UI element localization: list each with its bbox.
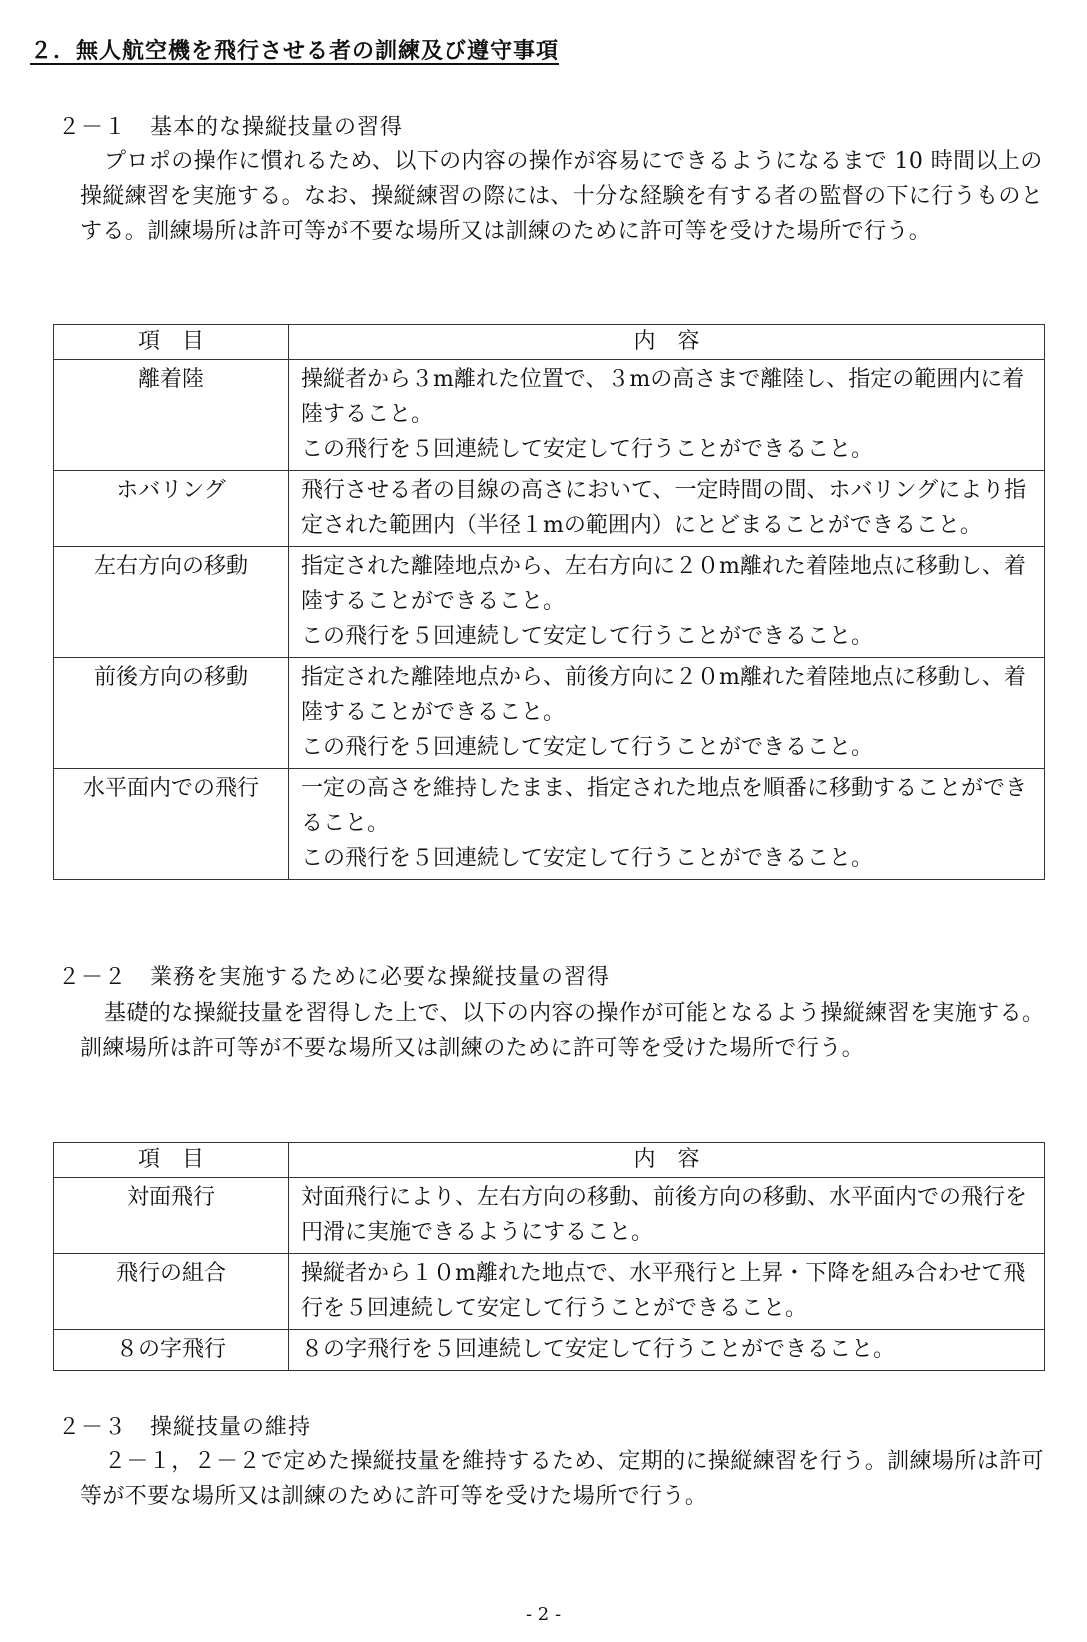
- content-line: 操縦者から３m離れた位置で、３mの高さまで離陸し、指定の範囲内に着陸すること。: [301, 367, 1025, 427]
- page-heading: ２．無人航空機を飛行させる者の訓練及び遵守事項: [30, 39, 560, 64]
- table-row: [54, 471, 1045, 547]
- row-content: [289, 471, 1045, 547]
- content-line: 指定された離陸地点から、前後方向に２０m離れた着陸地点に移動し、着陸することができること。: [301, 665, 1026, 725]
- row-content: [289, 769, 1045, 880]
- row-content: [289, 658, 1045, 769]
- section-title-2-1: ２－１ 基本的な操縦技量の習得: [58, 115, 404, 140]
- row-item-lateral-movement: 左右方向の移動: [54, 547, 289, 658]
- column-header-content: 内 容: [289, 325, 1045, 360]
- row-item-forward-backward: 前後方向の移動: [54, 658, 289, 769]
- row-item-figure-eight: ８の字飛行: [54, 1330, 289, 1371]
- content-line: この飛行を５回連続して安定して行うことができること。: [301, 846, 874, 871]
- table-basic-skills: [53, 324, 1045, 880]
- content-line: 一定の高さを維持したまま、指定された地点を順番に移動することができること。: [301, 776, 1028, 836]
- table-row: [54, 1330, 1045, 1371]
- section-paragraph-2-2: 基礎的な操縦技量を習得した上で、以下の内容の操作が可能となるよう操縦練習を実施する。訓練場所は許可等が不要な場所又は訓練のために許可等を受けた場所で行う。: [80, 1001, 1045, 1061]
- section-paragraph-2-3: ２－１，２－２で定めた操縦技量を維持するため、定期的に操縦練習を行う。訓練場所は許可等が不要な場所又は訓練のために許可等を受けた場所で行う。: [80, 1449, 1044, 1509]
- row-content: [289, 547, 1045, 658]
- section-title-2-3: ２－３ 操縦技量の維持: [58, 1415, 312, 1440]
- row-item-horizontal-flight: 水平面内での飛行: [54, 769, 289, 880]
- content-line: 操縦者から１０m離れた地点で、水平飛行と上昇・下降を組み合わせて飛行を５回連続して安定して行うことができること。: [301, 1261, 1026, 1321]
- content-line: 対面飛行により、左右方向の移動、前後方向の移動、水平面内での飛行を円滑に実施できるようにすること。: [301, 1185, 1028, 1245]
- table-applied-skills: [53, 1142, 1045, 1371]
- row-item-face-to-face-flight: 対面飛行: [54, 1178, 289, 1254]
- column-header-content: 内 容: [289, 1143, 1045, 1178]
- row-content: [289, 1178, 1045, 1254]
- content-line: この飛行を５回連続して安定して行うことができること。: [301, 624, 874, 649]
- table-row: [54, 658, 1045, 769]
- row-item-combined-flight: 飛行の組合: [54, 1254, 289, 1330]
- content-line: この飛行を５回連続して安定して行うことができること。: [301, 735, 874, 760]
- section-title-2-2: ２－２ 業務を実施するために必要な操縦技量の習得: [58, 965, 611, 990]
- section-paragraph-2-1: プロポの操作に慣れるため、以下の内容の操作が容易にできるようになるまで 10 時間以上の操縦練習を実施する。なお、操縦練習の際には、十分な経験を有する者の監督の下に行うものとする。訓練場所は許可等が不要な場所又は訓練のために許可等を受けた場所で行う。: [80, 149, 1044, 244]
- row-content: [289, 1330, 1045, 1371]
- row-item-takeoff-landing: 離着陸: [54, 360, 289, 471]
- column-header-item: 項 目: [54, 1143, 289, 1178]
- row-content: [289, 360, 1045, 471]
- column-header-item: 項 目: [54, 325, 289, 360]
- content-line: この飛行を５回連続して安定して行うことができること。: [301, 437, 874, 462]
- content-line: 指定された離陸地点から、左右方向に２０m離れた着陸地点に移動し、着陸することができること。: [301, 554, 1026, 614]
- row-item-hovering: ホバリング: [54, 471, 289, 547]
- table-row: [54, 547, 1045, 658]
- table-row: [54, 1254, 1045, 1330]
- table-header-row: [54, 1143, 1045, 1178]
- table-row: [54, 1178, 1045, 1254]
- content-line: ８の字飛行を５回連続して安定して行うことができること。: [301, 1337, 896, 1362]
- content-line: 飛行させる者の目線の高さにおいて、一定時間の間、ホバリングにより指定された範囲内（半径１mの範囲内）にとどまることができること。: [301, 478, 1027, 538]
- table-row: [54, 360, 1045, 471]
- row-content: [289, 1254, 1045, 1330]
- table-row: [54, 769, 1045, 880]
- page-number: - 2 -: [525, 1604, 562, 1625]
- table-header-row: [54, 325, 1045, 360]
